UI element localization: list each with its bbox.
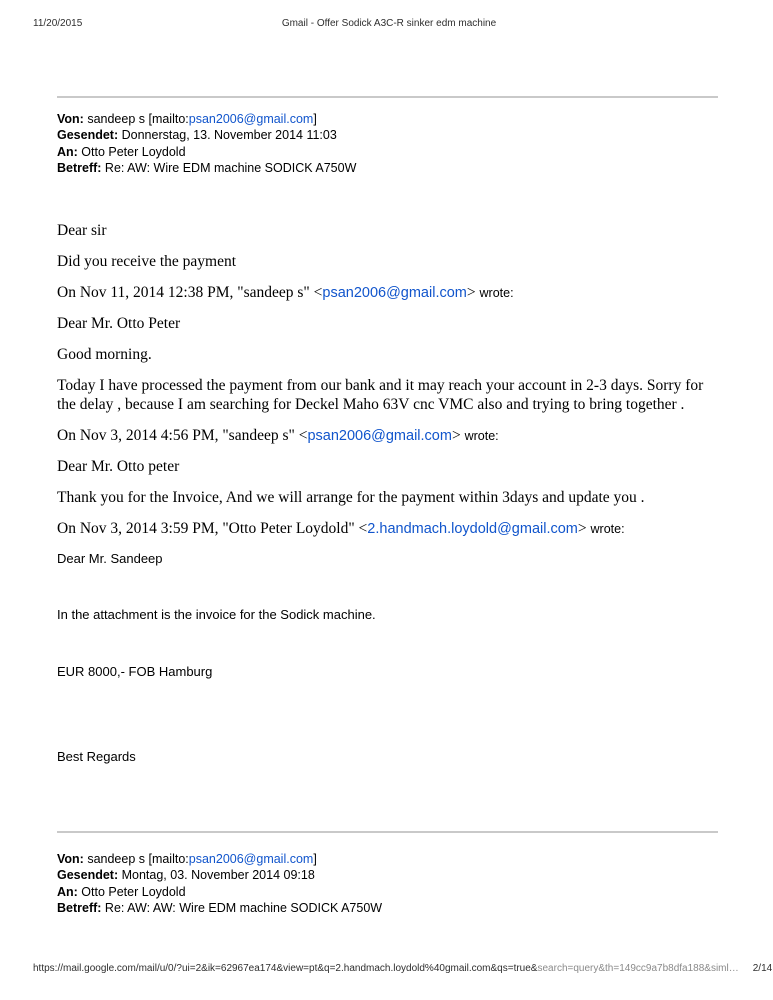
quote-email-link-1[interactable]: psan2006@gmail.com — [322, 285, 467, 302]
footer-url — [33, 963, 739, 974]
von-mailto-link-2[interactable]: psan2006@gmail.com — [188, 852, 314, 867]
payment-processed-paragraph: Today I have processed the payment from our bank and it may reach your account in 2-3 days. Sorry for the delay , because I am searching for Deckel Maho 63V cnc VMC also and trying to bring together . — [57, 377, 704, 413]
salutation-line-1: Dear Mr. Otto Peter — [57, 315, 181, 333]
separator-rule-top — [57, 96, 718, 98]
quote-line-2 — [57, 427, 718, 446]
salutation-line-3: Dear Mr. Sandeep — [57, 551, 163, 567]
print-footer — [33, 963, 773, 974]
von-value: sandeep s [mailto: — [83, 112, 189, 126]
quote-line-3 — [57, 520, 718, 539]
price-line: EUR 8000,- FOB Hamburg — [57, 664, 213, 680]
an-value: Otto Peter Loydold — [77, 144, 186, 159]
an-row-2 — [57, 884, 718, 900]
footer-url-tail: search=query&th=149cc9a7b8dfa188&siml… — [537, 963, 739, 974]
an-label: An: — [57, 884, 78, 899]
quote-suffix-1: > — [466, 284, 476, 302]
von-label: Von: — [57, 112, 84, 126]
attachment-invoice-line: In the attachment is the invoice for the Sodick machine. — [57, 607, 376, 623]
invoice-thanks-line: Thank you for the Invoice, And we will arrange for the payment within 3days and update you . — [57, 488, 645, 506]
quote-prefix-1: On Nov 11, 2014 12:38 PM, "sandeep s" < — [57, 284, 323, 302]
betreff-row-2 — [57, 900, 718, 916]
von-value: sandeep s [mailto: — [83, 852, 189, 867]
page-indicator: 2/14 — [752, 963, 773, 974]
quote-line-1 — [57, 284, 718, 303]
von-value-close: ] — [313, 852, 317, 867]
email-header-2 — [57, 851, 718, 916]
gesendet-row-2 — [57, 867, 718, 883]
quote-wrote-1: wrote: — [479, 286, 514, 301]
von-mailto-link-1[interactable]: psan2006@gmail.com — [188, 112, 314, 126]
gesendet-row-1 — [57, 127, 718, 143]
betreff-value: Re: AW: Wire EDM machine SODICK A750W — [101, 160, 357, 175]
best-regards-line: Best Regards — [57, 749, 136, 765]
an-label: An: — [57, 144, 78, 159]
gesendet-label: Gesendet: — [57, 868, 119, 883]
payment-question-line: Did you receive the payment — [57, 253, 237, 271]
quote-wrote-3: wrote: — [590, 521, 625, 536]
separator-rule-bottom — [57, 831, 718, 833]
quote-suffix-2: > — [451, 426, 461, 444]
von-row-1 — [57, 111, 718, 127]
good-morning-line: Good morning. — [57, 346, 152, 364]
quote-prefix-3: On Nov 3, 2014 3:59 PM, "Otto Peter Loydold" < — [57, 519, 368, 537]
betreff-label: Betreff: — [57, 901, 102, 916]
print-title: Gmail - Offer Sodick A3C-R sinker edm machine — [281, 18, 497, 29]
an-row-1 — [57, 144, 718, 160]
salutation-line-2: Dear Mr. Otto peter — [57, 457, 180, 475]
footer-url-main: https://mail.google.com/mail/u/0/?ui=2&ik=62967ea174&view=pt&q=2.handmach.loydold%40gmail.com&qs=true& — [33, 963, 538, 974]
quote-wrote-2: wrote: — [464, 428, 499, 443]
email-content — [57, 0, 718, 916]
quote-suffix-3: > — [577, 519, 587, 537]
greeting-line: Dear sir — [57, 222, 107, 240]
von-value-close: ] — [313, 112, 317, 126]
quote-email-link-3[interactable]: 2.handmach.loydold@gmail.com — [367, 520, 578, 537]
betreff-label: Betreff: — [57, 160, 102, 175]
print-date: 11/20/2015 — [33, 18, 83, 29]
gesendet-value: Donnerstag, 13. November 2014 11:03 — [118, 128, 337, 143]
von-label: Von: — [57, 852, 84, 867]
von-row-2 — [57, 851, 718, 867]
quote-prefix-2: On Nov 3, 2014 4:56 PM, "sandeep s" < — [57, 426, 308, 444]
quote-email-link-2[interactable]: psan2006@gmail.com — [307, 427, 452, 444]
betreff-row-1 — [57, 160, 718, 176]
email-header-1 — [57, 111, 718, 176]
an-value: Otto Peter Loydold — [77, 884, 186, 899]
betreff-value: Re: AW: AW: Wire EDM machine SODICK A750W — [101, 901, 383, 916]
gesendet-label: Gesendet: — [57, 128, 119, 143]
gesendet-value: Montag, 03. November 2014 09:18 — [118, 868, 315, 883]
